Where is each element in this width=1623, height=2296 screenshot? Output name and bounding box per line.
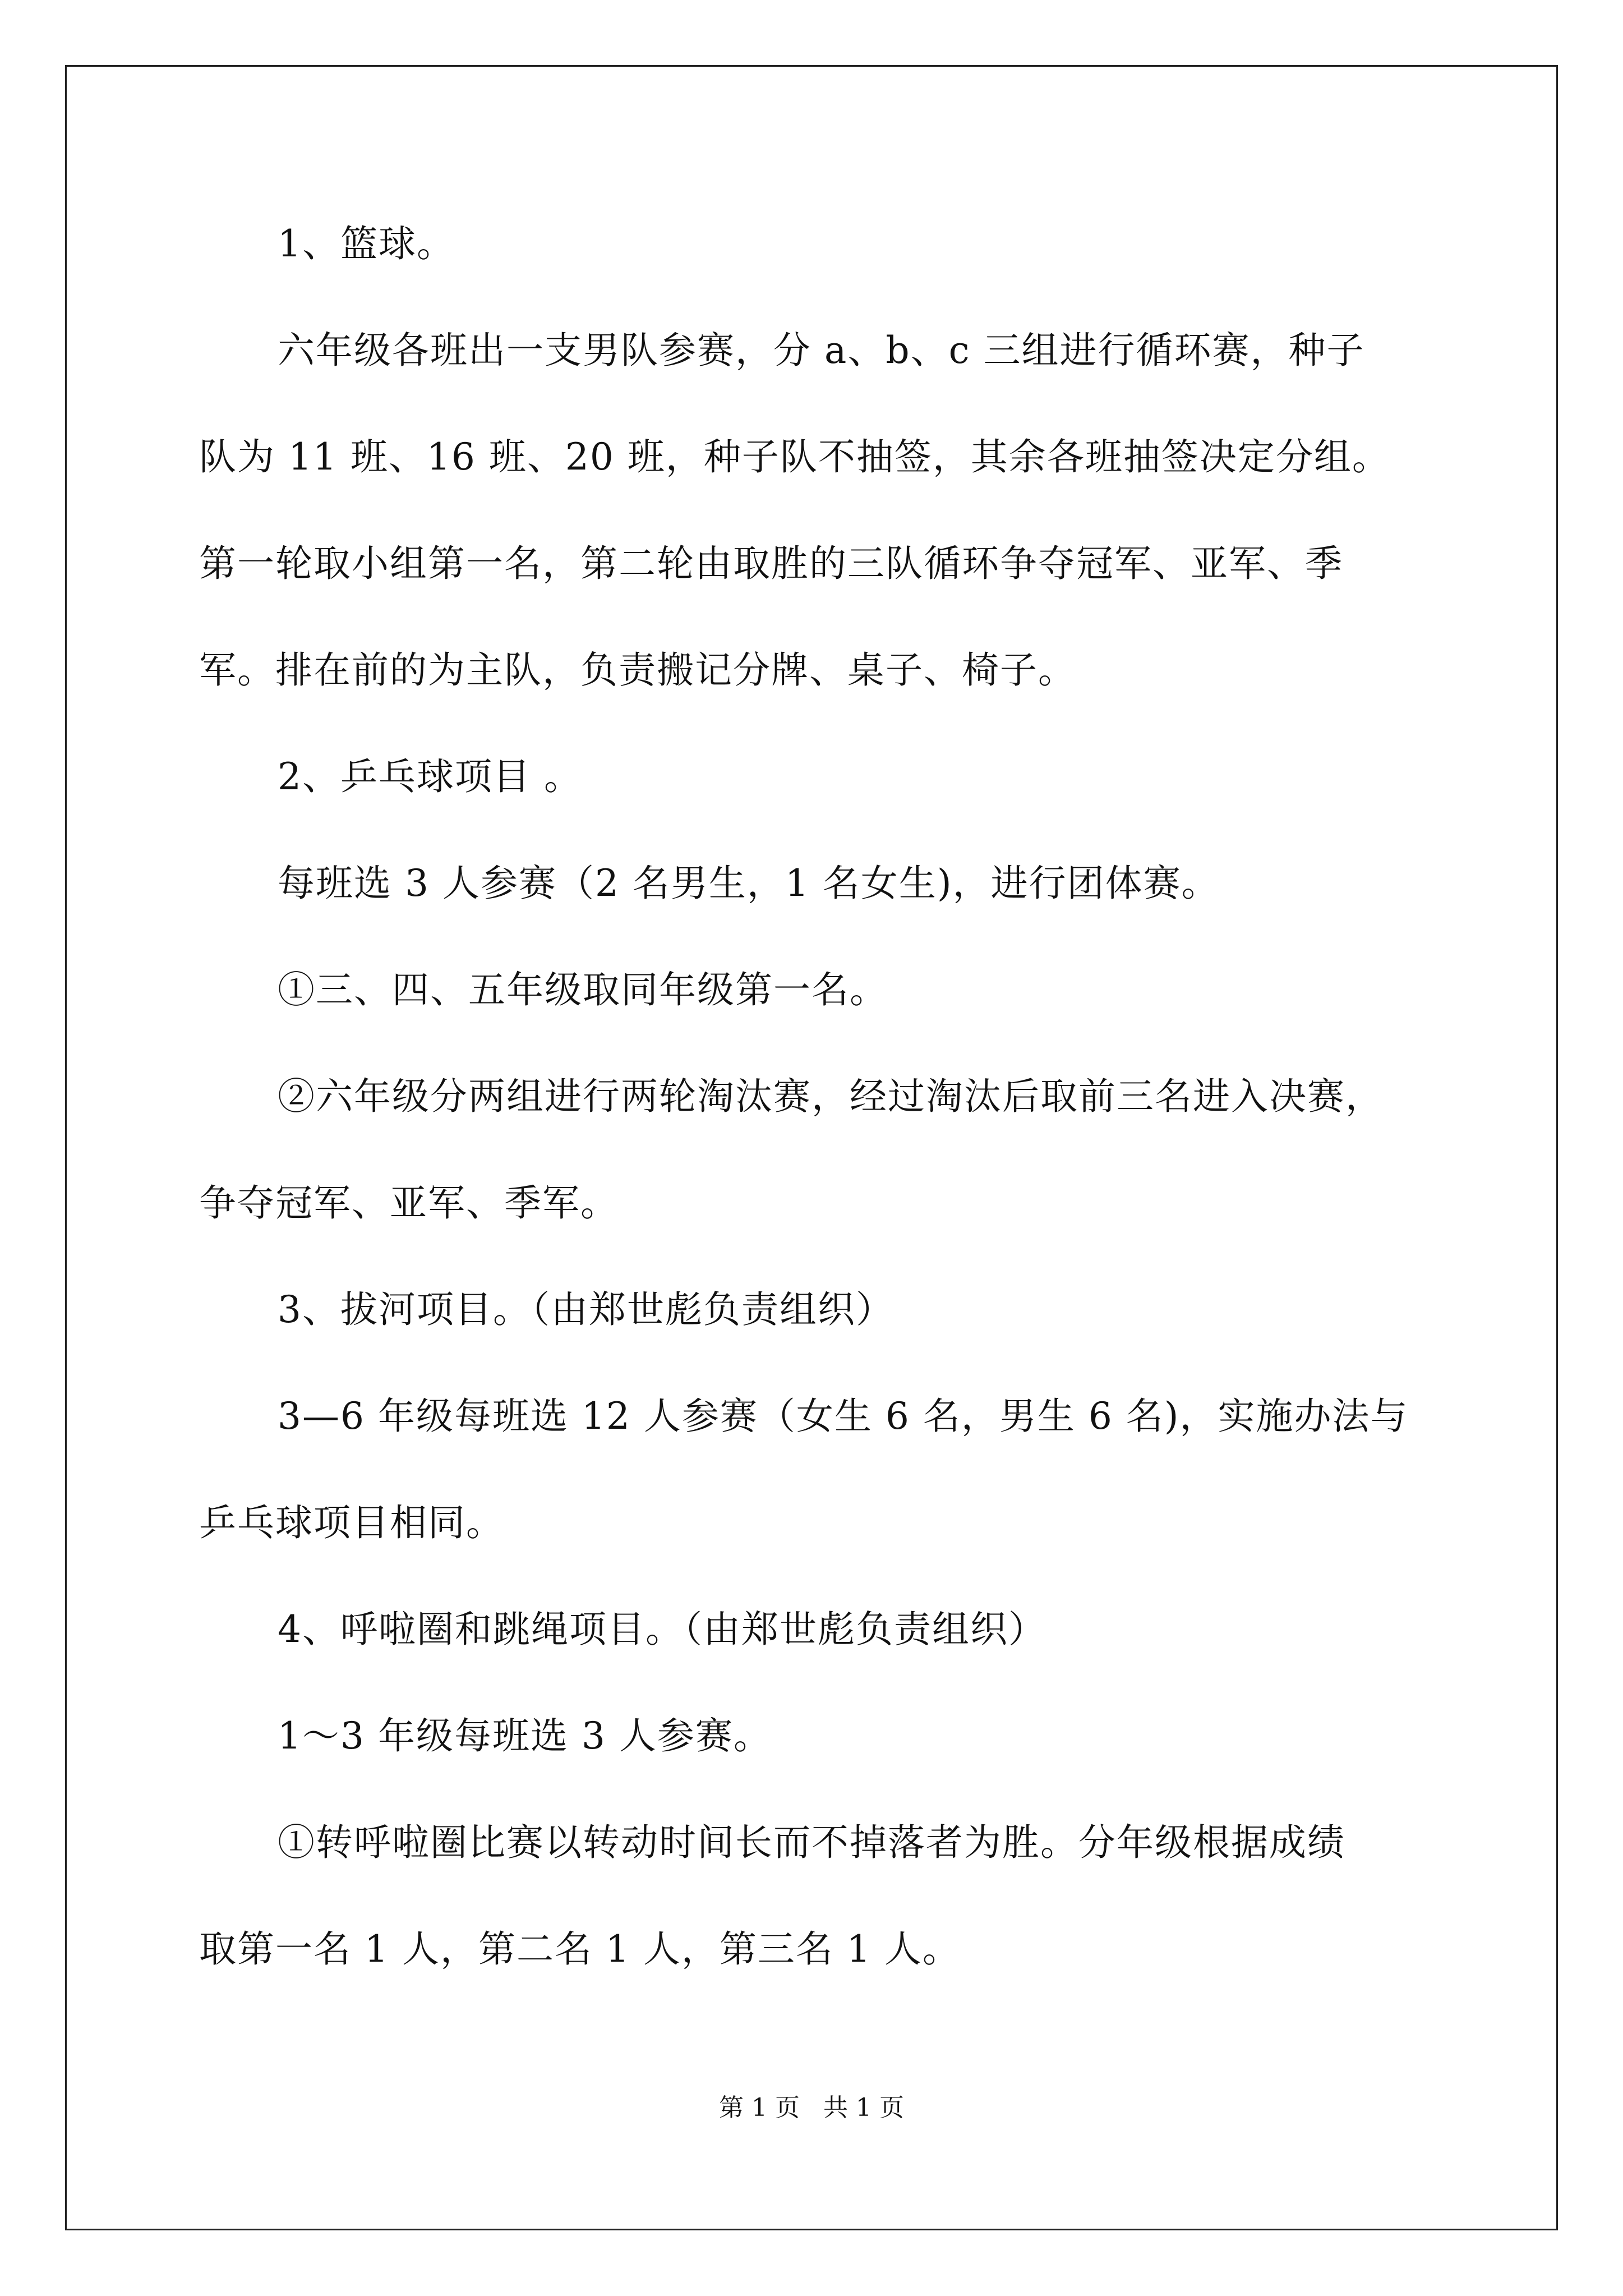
heading-table-tennis: 2、乒乓球项目 。 (278, 755, 582, 798)
paragraph-line: 乒乓球项目相同。 (199, 1501, 504, 1544)
paragraph-line: 3—6 年级每班选 12 人参赛（女生 6 名，男生 6 名)，实施办法与 (278, 1395, 1409, 1438)
heading-basketball: 1、篮球。 (278, 222, 455, 265)
paragraph-line: 队为 11 班、16 班、20 班，种子队不抽签，其余各班抽签决定分组。 (199, 435, 1390, 478)
paragraph-line: ①转呼啦圈比赛以转动时间长而不掉落者为胜。分年级根据成绩 (278, 1821, 1345, 1864)
paragraph-line: 1～3 年级每班选 3 人参赛。 (278, 1714, 772, 1757)
page-border (65, 65, 1558, 2230)
paragraph-line: 取第一名 1 人，第二名 1 人，第三名 1 人。 (199, 1927, 961, 1971)
heading-tug-of-war: 3、拔河项目。（由郑世彪负责组织） (278, 1288, 894, 1331)
paragraph-line: 争夺冠军、亚军、季军。 (199, 1181, 619, 1225)
page-footer: 第 1 页 共 1 页 (719, 2093, 904, 2122)
paragraph-line: 六年级各班出一支男队参赛，分 a、b、c 三组进行循环赛，种子 (278, 329, 1365, 372)
paragraph-line: 每班选 3 人参赛（2 名男生，1 名女生)，进行团体赛。 (278, 862, 1220, 905)
paragraph-line: 第一轮取小组第一名，第二轮由取胜的三队循环争夺冠军、亚军、季 (199, 542, 1343, 585)
paragraph-line: ②六年级分两组进行两轮淘汰赛，经过淘汰后取前三名进入决赛， (278, 1075, 1384, 1118)
paragraph-line: ①三、四、五年级取同年级第一名。 (278, 968, 888, 1011)
heading-hula-hoop-jump-rope: 4、呼啦圈和跳绳项目。（由郑世彪负责组织） (278, 1608, 1046, 1651)
paragraph-line: 军。排在前的为主队，负责搬记分牌、桌子、椅子。 (199, 648, 1076, 692)
